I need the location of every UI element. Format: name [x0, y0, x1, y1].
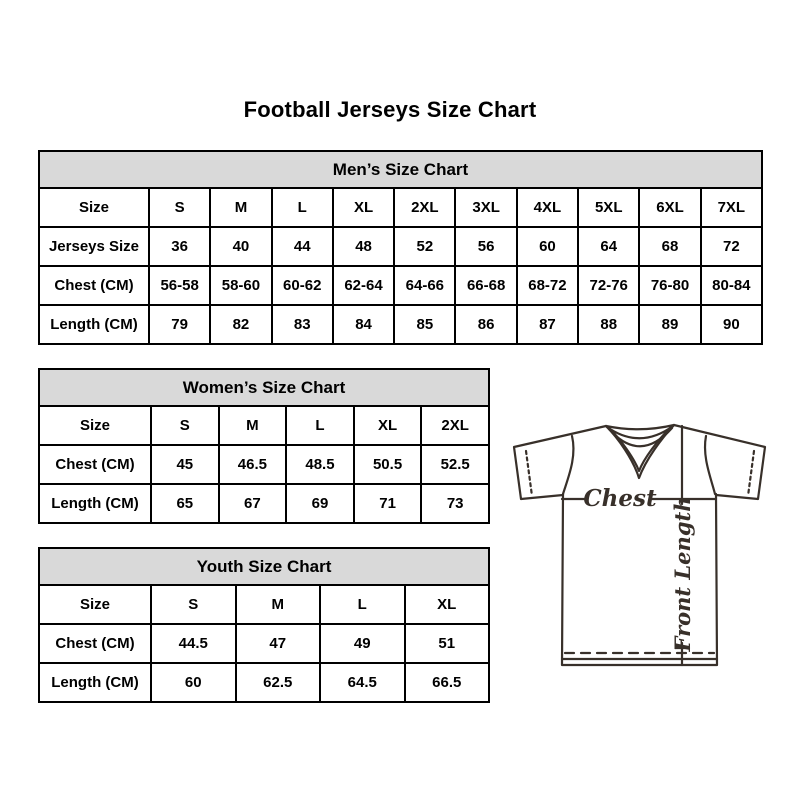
size-value-cell: 3XL [455, 188, 516, 227]
row-label: Chest (CM) [39, 445, 151, 484]
size-value-cell: 48 [333, 227, 394, 266]
table-title: Men’s Size Chart [39, 151, 762, 188]
table-title: Women’s Size Chart [39, 369, 489, 406]
size-value-cell: S [151, 406, 219, 445]
size-value-cell: 40 [210, 227, 271, 266]
table-title: Youth Size Chart [39, 548, 489, 585]
size-value-cell: 64-66 [394, 266, 455, 305]
size-value-cell: 6XL [639, 188, 700, 227]
size-value-cell: 44.5 [151, 624, 236, 663]
size-value-cell: 69 [286, 484, 354, 523]
size-value-cell: L [286, 406, 354, 445]
size-value-cell: 52 [394, 227, 455, 266]
size-value-cell: 86 [455, 305, 516, 344]
table-header-row [39, 548, 489, 585]
size-value-cell: 79 [149, 305, 210, 344]
size-value-cell: 62.5 [236, 663, 321, 702]
size-value-cell: L [320, 585, 405, 624]
size-value-cell: 64 [578, 227, 639, 266]
size-value-cell: 44 [272, 227, 333, 266]
size-value-cell: XL [405, 585, 490, 624]
jersey-left-cuff-stitch [526, 451, 532, 496]
table-row [39, 484, 489, 523]
row-label: Length (CM) [39, 305, 149, 344]
row-label: Size [39, 188, 149, 227]
jersey-collar-top [606, 425, 674, 429]
size-value-cell: 60 [151, 663, 236, 702]
table-row [39, 227, 762, 266]
row-label: Size [39, 406, 151, 445]
page-title: Football Jerseys Size Chart [243, 97, 537, 122]
size-value-cell: 66.5 [405, 663, 490, 702]
size-value-cell: S [149, 188, 210, 227]
size-value-cell: XL [354, 406, 422, 445]
chest-label: Chest [583, 485, 657, 512]
row-label: Length (CM) [39, 484, 151, 523]
mens-size-table [38, 150, 763, 345]
row-label: Chest (CM) [39, 624, 151, 663]
size-value-cell: 87 [517, 305, 578, 344]
row-label: Length (CM) [39, 663, 151, 702]
size-value-cell: 46.5 [219, 445, 287, 484]
table-row [39, 305, 762, 344]
size-value-cell: 49 [320, 624, 405, 663]
size-value-cell: 60-62 [272, 266, 333, 305]
front-length-label: Front Length [670, 496, 695, 652]
womens-size-table [38, 368, 490, 524]
size-value-cell: 65 [151, 484, 219, 523]
table-row [39, 406, 489, 445]
table-row [39, 188, 762, 227]
jersey-measurement-diagram [498, 402, 778, 677]
size-value-cell: 56-58 [149, 266, 210, 305]
size-value-cell: 50.5 [354, 445, 422, 484]
jersey-left-armhole-seam [563, 436, 573, 494]
size-value-cell: 67 [219, 484, 287, 523]
size-value-cell: M [210, 188, 271, 227]
jersey-right-cuff-stitch [748, 451, 754, 496]
youth-size-table [38, 547, 490, 703]
size-value-cell: 68 [639, 227, 700, 266]
size-value-cell: 7XL [701, 188, 762, 227]
size-value-cell: 2XL [421, 406, 489, 445]
jersey-right-sleeve [674, 425, 765, 499]
size-value-cell: 76-80 [639, 266, 700, 305]
size-value-cell: 52.5 [421, 445, 489, 484]
size-value-cell: 90 [701, 305, 762, 344]
size-value-cell: 83 [272, 305, 333, 344]
size-value-cell: 47 [236, 624, 321, 663]
size-value-cell: 56 [455, 227, 516, 266]
size-value-cell: 88 [578, 305, 639, 344]
size-value-cell: XL [333, 188, 394, 227]
size-value-cell: S [151, 585, 236, 624]
table-row [39, 266, 762, 305]
size-value-cell: 71 [354, 484, 422, 523]
size-value-cell: 58-60 [210, 266, 271, 305]
size-value-cell: 62-64 [333, 266, 394, 305]
size-value-cell: 4XL [517, 188, 578, 227]
size-value-cell: 80-84 [701, 266, 762, 305]
size-value-cell: 36 [149, 227, 210, 266]
size-value-cell: M [236, 585, 321, 624]
size-value-cell: 2XL [394, 188, 455, 227]
jersey-right-armhole-seam [705, 436, 715, 494]
size-value-cell: 5XL [578, 188, 639, 227]
table-row [39, 445, 489, 484]
row-label: Chest (CM) [39, 266, 149, 305]
size-value-cell: L [272, 188, 333, 227]
size-value-cell: 60 [517, 227, 578, 266]
size-value-cell: 89 [639, 305, 700, 344]
row-label: Size [39, 585, 151, 624]
table-row [39, 663, 489, 702]
table-header-row [39, 369, 489, 406]
size-value-cell: 85 [394, 305, 455, 344]
table-row [39, 624, 489, 663]
size-value-cell: 45 [151, 445, 219, 484]
table-row [39, 585, 489, 624]
size-value-cell: 73 [421, 484, 489, 523]
size-value-cell: M [219, 406, 287, 445]
size-value-cell: 82 [210, 305, 271, 344]
table-header-row [39, 151, 762, 188]
size-value-cell: 72 [701, 227, 762, 266]
size-value-cell: 68-72 [517, 266, 578, 305]
row-label: Jerseys Size [39, 227, 149, 266]
size-value-cell: 72-76 [578, 266, 639, 305]
size-value-cell: 51 [405, 624, 490, 663]
size-value-cell: 64.5 [320, 663, 405, 702]
size-value-cell: 66-68 [455, 266, 516, 305]
size-value-cell: 48.5 [286, 445, 354, 484]
size-value-cell: 84 [333, 305, 394, 344]
